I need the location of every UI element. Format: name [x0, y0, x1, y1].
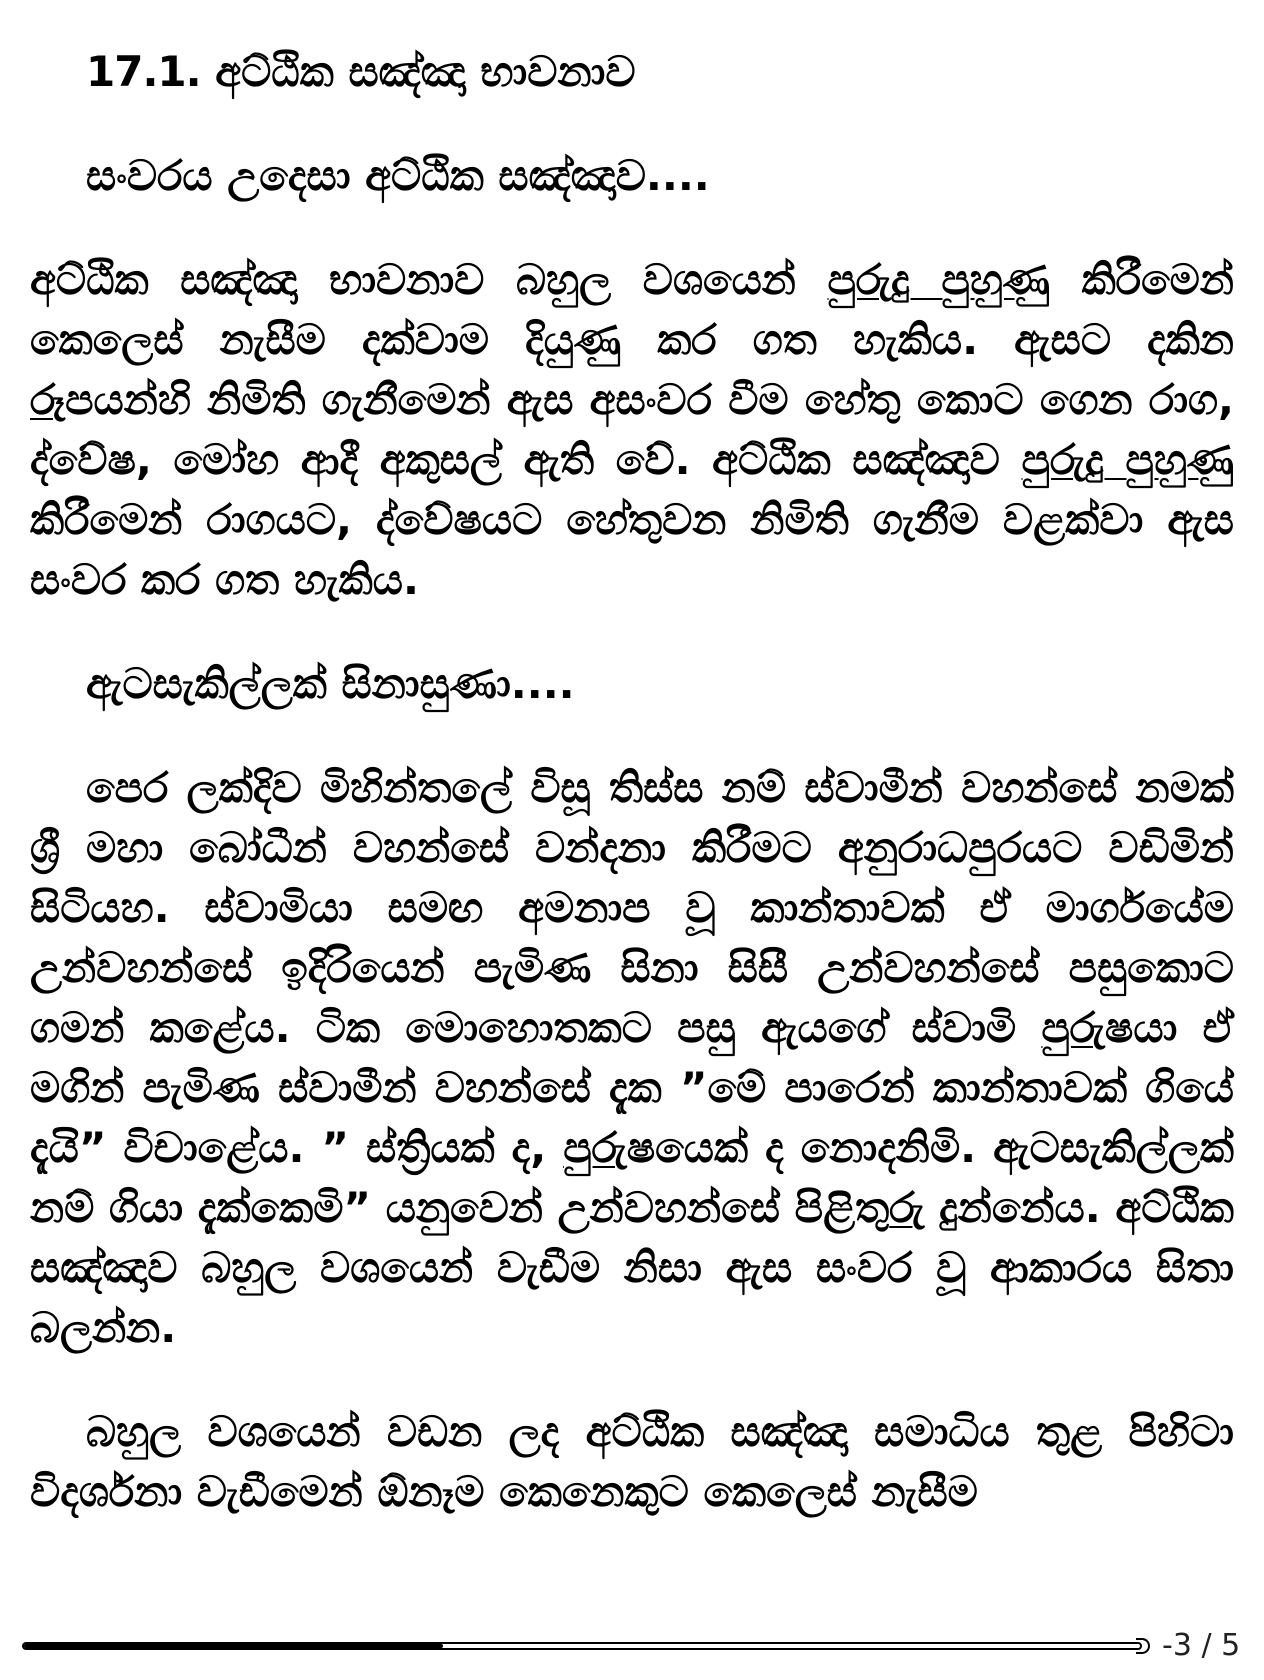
paragraph-3: බහුල වශයෙන් වඩන ලද අට්ඨික සඤ්ඤා සමාධිය තුළ පිහිටා විදර්ශනා වැඩීමෙන් ඕනෑම කෙනෙකුට කෙලෙස් නැසීම — [30, 1407, 1234, 1516]
paragraph-1-underlined-c: පුරුදු පුහුණු — [1021, 435, 1234, 484]
paragraph-2 — [30, 758, 1234, 1358]
paragraph-1-underlined-b: රූ — [30, 375, 66, 424]
progress-bar-end-cap — [1136, 1638, 1150, 1654]
paragraph-2-underlined-c: රු — [889, 1183, 925, 1232]
subheading-skeleton: ඇටසැකිල්ලක් සිනාසුණා.... — [86, 659, 575, 708]
section-heading — [30, 42, 1234, 102]
paragraph-1-underlined-a: පුරුදු පුහුණු — [827, 255, 1050, 304]
paragraph-2-text-c: ෂයෙක් ද නොදනිමි. ඇටසැකිල්ලක් නම් ගියා දැක්කෙමි” යනුවෙන් උන්වහන්සේ පිළිතු — [30, 1123, 1234, 1232]
section-number: 17.1. — [86, 47, 201, 96]
reading-progress-bar[interactable] — [22, 1642, 1142, 1650]
paragraph-1-text-b: කිරීමෙන් කෙලෙස් නැසීම දක්වාම දියුණු කර ගත හැකිය. ඇසට දකින — [30, 255, 1234, 364]
page-counter: -3 / 5 — [1162, 1628, 1241, 1663]
paragraph-2-text-a: පෙර ලක්දිව මිහින්තලේ විසූ තිස්ස නම් ස්වාමීන් වහන්සේ නමක් ශ්‍රී මහා බෝධීන් වහන්සේ වන්දනා කිරීමට අනුරාධපුරයට වඩිමින් සිටියහ. ස්වාමියා සමඟ අමනාප වූ කාන්තාවක් ඒ මාර්ගයේම උන්වහන්සේ ඉදිරියෙන් පැමිණ සිනා සිසී උන්වහන්සේ පසුකොට ගමන් කළේය. ටික මොහොතකට පසු ඇයගේ ස්වාමි — [30, 763, 1234, 1052]
subheading-restraint: සංවරය උදෙසා අට්ඨික සඤ්ඤාව.... — [86, 151, 710, 200]
section-title: අට්ඨික සඤ්ඤා භාවනාව — [215, 47, 636, 96]
paragraph-1-text-a: අට්ඨික සඤ්ඤා භාවනාව බහුල වශයෙන් — [30, 255, 828, 304]
reader-footer — [0, 1628, 1264, 1668]
paragraph-1-text-c: පයන්හි නිමිති ගැනීමෙන් ඇස අසංවර වීම හේතු කොට ගෙන රාග, ද්වේෂ, මෝහ ආදී අකුසල් ඇති වේ. අට්ඨික සඤ්ඤාව — [30, 375, 1234, 484]
paragraph-2-text-b: ෂයා ඒ මගින් පැමිණ ස්වාමීන් වහන්සේ දැක ”මේ පාරෙන් කාන්තාවක් ගියේ දැයි” විචාළේය. ” ස්ත්‍රියක් ද, — [30, 1003, 1234, 1172]
reading-progress-fill — [24, 1644, 443, 1648]
paragraph-2-underlined-b: පුරු — [563, 1123, 627, 1172]
paragraph-1-text-d: කිරීමෙන් රාගයට, ද්වේෂයට හේතුවන නිමිති ගැනීම වළක්වා ඇස සංවර කර ගත හැකිය. — [30, 495, 1234, 604]
paragraph-1 — [30, 250, 1234, 610]
paragraph-2-text-d: දුන්නේය. අට්ඨික සඤ්ඤාව බහුල වශයෙන් වැඩීම නිසා ඇස සංවර වූ ආකාරය සිතා බලන්න. — [30, 1183, 1234, 1352]
paragraph-2-underlined-a: පුරු — [1041, 1003, 1105, 1052]
